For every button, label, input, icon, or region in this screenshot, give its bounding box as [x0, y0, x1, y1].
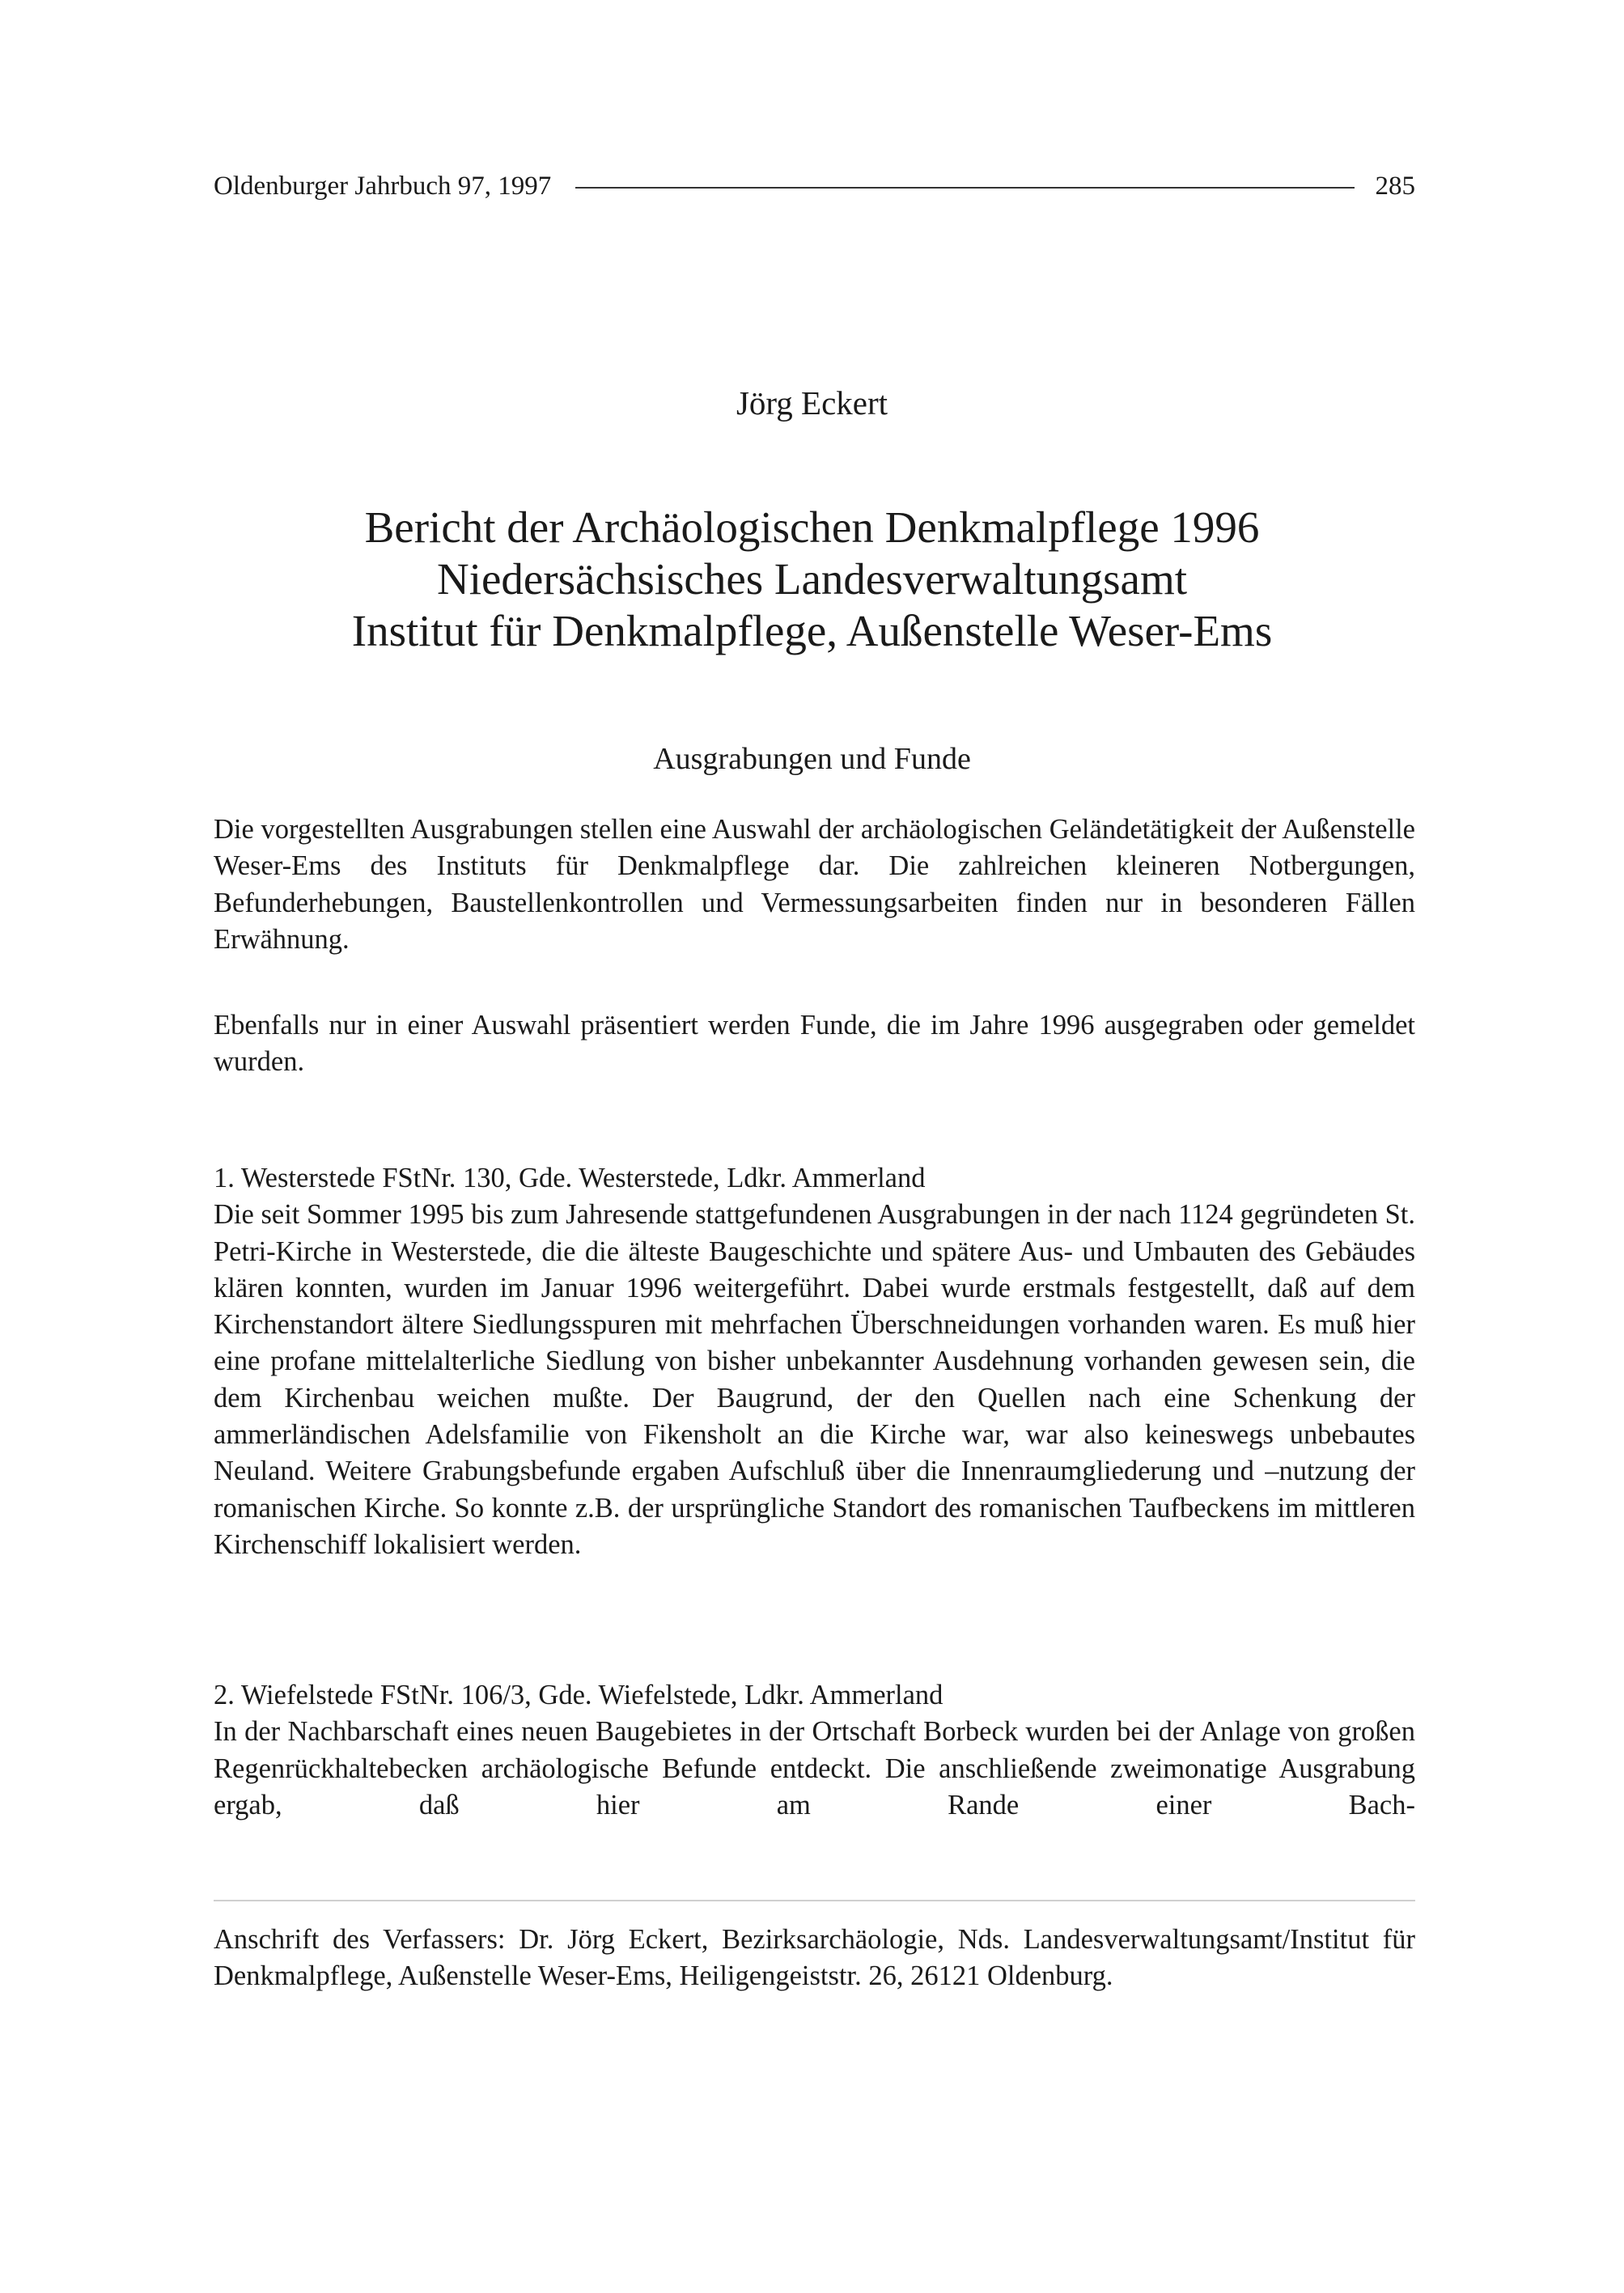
entry-2-body: In der Nachbarschaft eines neuen Baugebietes in der Ortschaft Borbeck wurden bei der Anlage von großen Regenrückhaltebecken archäologische Befunde entdeckt. Die anschließende zweimonatige Ausgrabung ergab, daß hier am Rande einer Bach- — [214, 1716, 1415, 1820]
article-title — [162, 502, 1462, 657]
entry-1-body: Die seit Sommer 1995 bis zum Jahresende stattgefundenen Ausgrabungen in der nach 1124 gegründeten St. Petri-Kirche in Westerstede, die die älteste Baugeschichte und spätere Aus- und Umbauten des Gebäudes klären konnten, wurden im Januar 1996 weitergeführt. Dabei wurde erstmals festgestellt, daß auf dem Kirchenstandort ältere Siedlungsspuren mit mehrfachen Überschneidungen vorhanden waren. Es muß hier eine profane mittelalterliche Siedlung von bisher unbekannter Ausdehnung vorhanden gewesen sein, die dem Kirchenbau weichen mußte. Der Baugrund, der den Quellen nach eine Schenkung der ammerländischen Adelsfamilie von Fikensholt an die Kirche war, war also keineswegs unbebautes Neuland. Weitere Grabungsbefunde ergaben Aufschluß über die Innenraumgliederung und –nutzung der romanischen Kirche. So konnte z.B. der ursprüngliche Standort des romanischen Taufbeckens im mittleren Kirchenschiff lokalisiert werden. — [214, 1199, 1415, 1560]
title-line-2: Niedersächsisches Landesverwaltungsamt — [436, 554, 1188, 604]
intro-paragraph-1: Die vorgestellten Ausgrabungen stellen eine Auswahl der archäologischen Geländetätigkeit der Außenstelle Weser-Ems des Instituts für Denkmalpflege dar. Die zahlreichen kleineren Notbergungen, Befunderhebungen, Baustellenkontrollen und Vermessungsarbeiten finden nur in besonderen Fällen Erwähnung. — [214, 814, 1415, 955]
entry-2 — [214, 1677, 1415, 1824]
header-rule — [575, 187, 1354, 189]
page-number: 285 — [1375, 171, 1415, 201]
footnote-rule — [214, 1900, 1415, 1901]
running-head — [214, 167, 1415, 206]
intro-paragraph-2: Ebenfalls nur in einer Auswahl präsentiert werden Funde, die im Jahre 1996 ausgegraben oder gemeldet wurden. — [214, 1010, 1415, 1078]
title-line-3: Institut für Denkmalpflege, Außenstelle Weser-Ems — [351, 606, 1273, 655]
entry-1 — [214, 1160, 1415, 1563]
title-line-1: Bericht der Archäologischen Denkmalpflege 1996 — [364, 502, 1260, 552]
section-title: Ausgrabungen und Funde — [653, 742, 971, 776]
journal-title: Oldenburger Jahrbuch 97, 1997 — [214, 171, 552, 201]
entry-1-heading: 1. Westerstede FStNr. 130, Gde. Westerstede, Ldkr. Ammerland — [214, 1163, 926, 1193]
author-name: Jörg Eckert — [736, 384, 888, 422]
footnote-author-address: Anschrift des Verfassers: Dr. Jörg Eckert, Bezirksarchäologie, Nds. Landesverwaltungsamt/Institut für Denkmalpflege, Außenstelle Weser-Ems, Heiligengeiststr. 26, 26121 Oldenburg. — [214, 1924, 1415, 1992]
entry-2-heading: 2. Wiefelstede FStNr. 106/3, Gde. Wiefelstede, Ldkr. Ammerland — [214, 1680, 943, 1710]
